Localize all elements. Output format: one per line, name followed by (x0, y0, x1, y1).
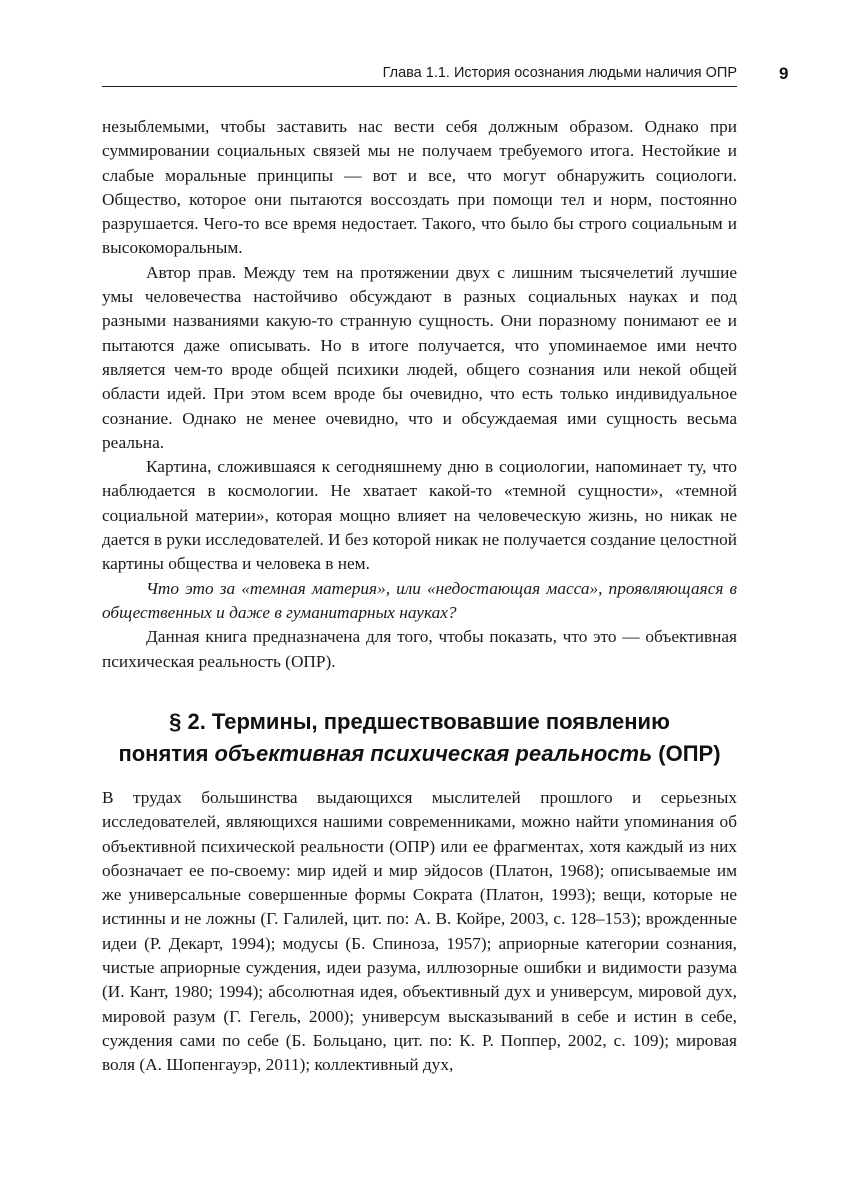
paragraph: Данная книга предназначена для того, чтобы показать, что это — объективная психическая реальность (ОПР). (102, 627, 737, 671)
paragraph: Картина, сложившаяся к сегодняшнему дню в социологии, напоминает ту, что наблюдается в космологии. Не хватает какой-то «темной сущности», «темной социальной материи», которая мощно влияет на человеческую жизнь, но никак не дается в руки исследователей. И без которой никак не получается создание целостной картины общества и человека в нем. (102, 457, 737, 574)
running-head-title: Глава 1.1. История осознания людьми наличия ОПР (382, 65, 737, 81)
section-heading-line1: § 2. Термины, предшествовавшие появлению (169, 709, 670, 734)
body-text-top (102, 115, 737, 674)
paragraph-italic-question: Что это за «темная материя», или «недостающая масса», проявляющаяся в общественных и даже в гуманитарных науках? (102, 578, 737, 622)
paragraph: В трудах большинства выдающихся мыслителей прошлого и серьезных исследователей, являющихся нашими современниками, можно найти упоминания об объективной психической реальности (ОПР) или ее фрагментах, хотя каждый из них обозначает ее по-своему: мир идей и мир эйдосов (Платон, 1968); описываемые им же универсальные совершенные формы Сократа (Платон, 1993); вещи, которые не истинны и не ложны (Г. Галилей, цит. по: А. В. Койре, 2003, с. 128–153); врожденные идеи (Р. Декарт, 1994); модусы (Б. Спиноза, 1957); априорные категории сознания, чистые априорные суждения, идеи разума, иллюзорные ошибки и видимости разума (И. Кант, 1980; 1994); абсолютная идея, объективный дух и универсум, мировой дух, мировой разум (Г. Гегель, 2000); универсум высказываний в себе и истин в себе, суждения сами по себе (Б. Больцано, цит. по: К. Р. Поппер, 2002, с. 109); мировая воля (А. Шопенгауэр, 2011); коллективный дух, (102, 788, 737, 1075)
section-heading-italic-term: объективная психическая реальность (214, 741, 653, 766)
paragraph: незыблемыми, чтобы заставить нас вести себя должным образом. Однако при суммировании социальных связей мы не получаем требуемого итога. Нестойкие и слабые моральные принципы — вот и все, что могут обнаружить социологи. Общество, которое они пытаются воссоздать при помощи тел и норм, постоянно разрушается. Чего-то все время недостает. Такого, что было бы строго социальным и высокоморальным. (102, 117, 737, 258)
section-heading (102, 706, 737, 770)
paragraph: Автор прав. Между тем на протяжении двух с лишним тысячелетий лучшие умы человечества настойчиво обсуждают в разных социальных науках и под разными названиями какую-то странную сущность. Они поразному понимают ее и пытаются даже описывать. Но в итоге получается, что упоминаемое ими нечто является чем-то вроде общей психики людей, общего сознания или некой общей области идей. При этом всем вроде бы очевидно, что есть только индивидуальное сознание. Однако не менее очевидно, что и обсуждаемая ими сущность весьма реальна. (102, 262, 737, 452)
section-heading-prefix: понятия (118, 741, 215, 766)
running-head (102, 64, 737, 87)
section-heading-line2 (102, 738, 737, 770)
page-number-value: 9 (779, 64, 789, 83)
section-heading-suffix: (ОПР) (652, 741, 721, 766)
body-text-section (102, 786, 737, 1078)
